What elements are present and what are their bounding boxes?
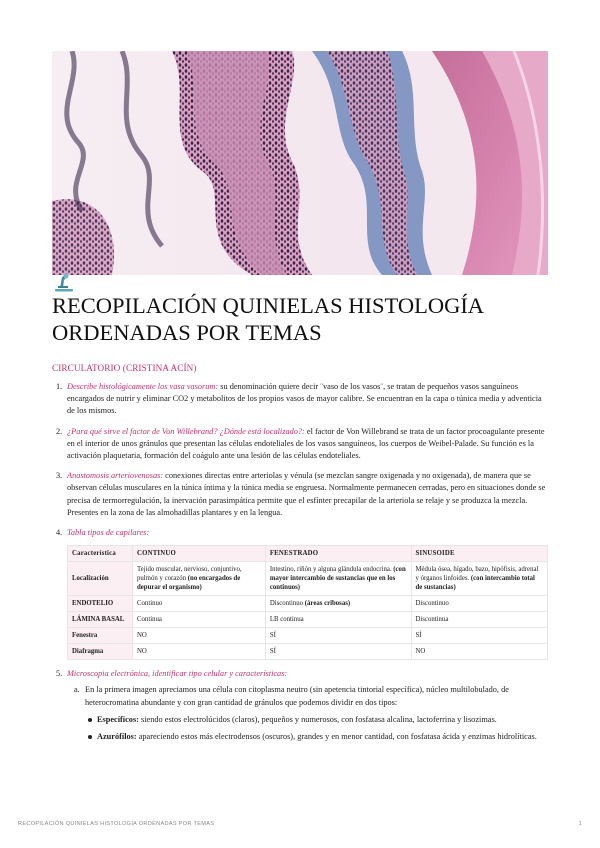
bullet-text: siendo estos electrolúcidos (claros), pequeños y numerosos, con fosfatasa alcalina, lactoferrina y lisozimas. [138,714,497,724]
table-row [68,596,548,612]
table-row [68,612,548,628]
cell-text: Tejido muscular, nervioso, conjuntivo, pulmón y corazón [137,566,242,583]
row-header: LÁMINA BASAL [68,612,133,628]
table-cell: LB continua [265,612,411,628]
bullet-dot-icon [88,735,92,739]
table-row [68,562,548,596]
list-item [52,426,548,463]
table-cell: Continuo [133,596,266,612]
answer-text: su denominación quiere decir ¨vaso de los vasos¨, se tratan de pequeños vasos sanguíneos encargados de nutrir y eliminar CO2 y metabolitos de los propios vasos de mayor calibre. Se encuentran en la capa o túnica media y adventicia de los mismos. [67,382,542,416]
table-header-cell: Característica [68,546,133,562]
table-cell [411,562,548,596]
microscope-icon [52,271,76,293]
page-footer [18,821,582,827]
row-header: ENDOTELIO [68,596,133,612]
table-cell [265,596,411,612]
histology-banner-image [52,51,548,275]
row-header: Diafragma [68,644,133,660]
bullet-text: apareciendo estos más electrodensos (oscuros), grandes y en menor cantidad, con fosfatasa ácida y enzimas hidrolíticas. [136,732,537,742]
table-cell [265,562,411,596]
item-number: 3. [56,471,63,481]
table-header-cell: SINUSOIDE [411,546,548,562]
page-number: 1 [578,821,582,827]
table-header-cell: FENESTRADO [265,546,411,562]
list-item [52,470,548,519]
row-header: Fenestra [68,628,133,644]
list-item [52,668,548,743]
table-row [68,628,548,644]
document-body [52,381,548,751]
list-item [52,527,548,660]
sub-item-text: En la primera imagen apreciamos una célula con citoplasma neutro (sin apetencia tintorial específica), núcleo multilobulado, de heterocromatina abundante y con gran cantidad de gránulos que podemos dividir en dos tipos: [85,685,509,707]
table-cell: SÍ [265,628,411,644]
item-number: 4. [56,528,63,538]
capillary-types-table [67,545,548,660]
cell-text: Discontinuo [269,600,305,608]
table-cell: NO [133,628,266,644]
cell-text: Médula ósea, hígado, bazo, hipófisis, adrenal y órganos linfoides. [415,566,539,583]
item-number: 1. [56,382,63,391]
question-text: Anastomosis arteriovenosas: [67,471,164,481]
item-number: 5. [56,669,63,679]
row-header: Localización [68,562,133,596]
sub-list-item [67,684,548,708]
footer-title: RECOPILACIÓN QUINIELAS HISTOLOGÍA ORDENADAS POR TEMAS [18,821,215,827]
table-header-row [68,546,548,562]
table-cell: NO [133,644,266,660]
bullet-item [67,714,548,726]
answer-text: conexiones directas entre arteriolas y vénula (se mezclan sangre oxigenada y no oxigenada), de manera que se observan células musculares en la túnica íntima y la túnica media se engruesa. Normalmente permanecen cerradas, pero en situaciones donde se precisa de termorregulación, la inervación parasimpática permite que el esfínter precapilar de la arteriola se relaje y se produzca la mezcla. Presentes en la zona de las almohadillas plantares y en la lengua. [67,471,546,517]
answer-text: el factor de Von Willebrand se trata de un factor procoagulante presente en el interior de unos gránulos que presentan las células endoteliales de los vasos sanguíneos, los cuerpos de Weibel-Palade. Su función es la activación plaquetaria, formación del coágulo ante una lesión de las células endoteliales. [67,426,545,461]
table-cell: SÍ [265,644,411,660]
table-cell: NO [411,644,548,660]
table-cell [133,562,266,596]
sub-item-letter: a. [74,685,80,695]
bullet-item [67,731,548,743]
table-cell: Discontinua [411,612,548,628]
cell-bold-text: (áreas cribosas) [304,600,351,608]
cell-bold-text: (con intercambio total de sustancias) [415,575,535,592]
page-title: RECOPILACIÓN QUINIELAS HISTOLOGÍA ORDENADAS POR TEMAS [52,293,483,345]
bullet-term: Azurófilos: [97,732,137,742]
table-header-cell: CONTINUO [133,546,266,562]
table-cell: Discontinuo [411,596,548,612]
table-cell: SÍ [411,628,548,644]
item-number: 2. [56,426,63,436]
list-item [52,381,548,418]
cell-bold-text: (con mayor intercambio de sustancias que en los continuos) [269,566,406,592]
bullet-dot-icon [88,718,92,722]
table-cell: Continua [133,612,266,628]
bullet-term: Específicos: [97,714,139,724]
question-text: Tabla tipos de capilares: [67,528,150,538]
cell-text: Intestino, riñón y alguna glándula endocrina. [269,566,394,574]
table-row [68,644,548,660]
question-text: Describe histológicamente los vasa vasorum: [67,382,219,391]
section-heading: CIRCULATORIO (CRISTINA ACÍN) [52,363,197,373]
question-text: Microscopia electrónica, identificar tipo celular y características: [67,669,288,679]
question-text: ¿Para qué sirve el factor de Von Willebrand? ¿Dónde está localizado?: [67,426,305,436]
cell-bold-text: (no encargados de depurar el organismo) [137,575,241,592]
